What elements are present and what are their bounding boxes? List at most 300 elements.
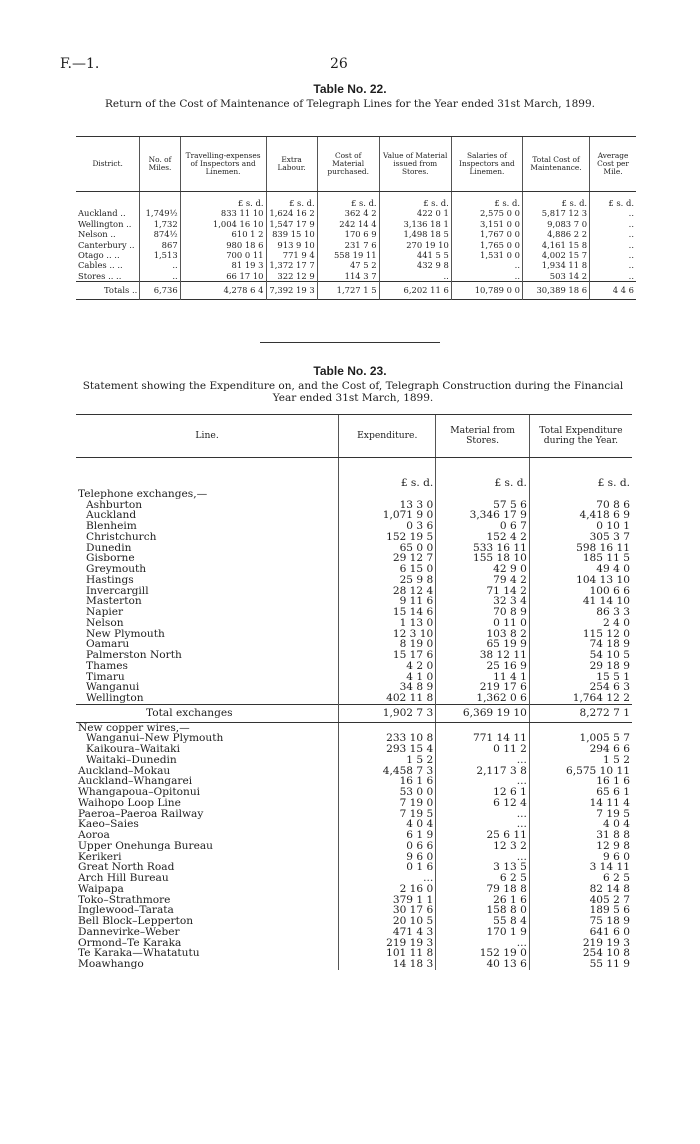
table23-amount-cell: 170 1 9 (436, 927, 530, 938)
table23-line-name: Te Karaka—Whatatutu (78, 947, 200, 960)
table22-cell: 231 7 6 (317, 240, 379, 250)
table22-row (76, 219, 636, 229)
table23-amount-cell: 55 11 9 (529, 959, 632, 970)
table23-amount-cell: 6 2 5 (436, 873, 530, 884)
table23-amount-cell: 41 14 10 (529, 596, 632, 607)
table23-row (76, 682, 632, 693)
table23-line-name: Hastings (86, 573, 134, 586)
table22-cell: 4,886 2 2 (523, 229, 590, 239)
table23-amount-cell: 12 6 1 (436, 787, 530, 798)
table22-title: Table No. 22. (313, 82, 387, 96)
table22-cell: 771 9 4 (266, 250, 317, 260)
table23-line-name: Wanganui–New Plymouth (86, 732, 224, 745)
table22-cell: 1,732 (140, 219, 180, 229)
table22-column-header: District. (76, 137, 140, 192)
table23-line-name: Kaeo–Saies (78, 818, 139, 831)
table22-cell: 322 12 9 (266, 271, 317, 282)
table23-amount-cell: 158 8 0 (436, 905, 530, 916)
table23-row (76, 661, 632, 672)
table23-amount-cell: 32 3 4 (436, 596, 530, 607)
table23-amount-cell: 219 19 3 (529, 938, 632, 949)
table23-row (76, 672, 632, 683)
table23-amount-cell: 70 8 9 (436, 607, 530, 618)
table22-cell: 170 6 9 (317, 229, 379, 239)
table22-cell: 362 4 2 (317, 208, 379, 218)
table23-amount-cell: 7 19 5 (529, 809, 632, 820)
table22-total-cell: 4,278 6 4 (180, 282, 266, 299)
table23-empty-cell (529, 489, 632, 500)
table23-amount-cell: 155 18 10 (436, 553, 530, 564)
table22-cell: 874½ (140, 229, 180, 239)
table22-column-header: Average Cost per Mile. (590, 137, 636, 192)
table23-amount-cell: 103 8 2 (436, 629, 530, 640)
table23-line-name: Gisborne (86, 552, 135, 565)
table23-unit-cell (76, 458, 339, 489)
table23-amount-cell: 25 16 9 (436, 661, 530, 672)
table23-row (76, 959, 632, 970)
table23-row (76, 841, 632, 852)
table23-amount-cell: 6,575 10 11 (529, 766, 632, 777)
table23-row (76, 798, 632, 809)
table23-amount-cell: 152 19 5 (339, 532, 436, 543)
table22-cell: Canterbury .. (78, 239, 135, 250)
table23-amount-cell: 115 12 0 (529, 629, 632, 640)
table22-unit-row (76, 192, 636, 209)
table22-cell: .. (140, 271, 180, 282)
table23-amount-cell: 65 0 0 (339, 543, 436, 554)
table23-line-name: Dunedin (86, 541, 132, 554)
table23-amount-cell: 29 18 9 (529, 661, 632, 672)
table23-row (76, 629, 632, 640)
table23-amount-cell: 14 18 3 (339, 959, 436, 970)
table22-total-cell: 6,202 11 6 (379, 282, 451, 299)
table22 (76, 136, 636, 300)
table22-cell: .. (590, 219, 636, 229)
table23-unit-cell: £ s. d. (436, 458, 530, 489)
table23-line-name: Toko–Strathmore (78, 893, 171, 906)
table22-cell: 1,749½ (140, 208, 180, 218)
table23-row (76, 873, 632, 884)
table23-amount-cell: 254 6 3 (529, 682, 632, 693)
table23-amount-cell: 219 19 3 (339, 938, 436, 949)
table22-cell: 610 1 2 (180, 229, 266, 239)
table23-amount-cell: 6 15 0 (339, 564, 436, 575)
table22-total-cell: 30,389 18 6 (523, 282, 590, 299)
table22-unit-cell: £ s. d. (451, 192, 522, 209)
table22-cell: 700 0 11 (180, 250, 266, 260)
table23-line-name: Wanganui (86, 681, 140, 694)
table22-cell: .. (451, 271, 522, 282)
table22-cell: 1,767 0 0 (451, 229, 522, 239)
table23-line-name: Ormond–Te Karaka (78, 936, 182, 949)
table23-row (76, 884, 632, 895)
table22-cell: 558 19 11 (317, 250, 379, 260)
table23-line-name: Auckland–Mokau (78, 764, 171, 777)
table23-total-cell: Total exchanges (76, 704, 339, 722)
table23-amount-cell: ... (436, 938, 530, 949)
table22-cell: .. (140, 260, 180, 270)
table23-amount-cell: 6 2 5 (529, 873, 632, 884)
table22-cell: 1,934 11 8 (523, 260, 590, 270)
table22-cell: 503 14 2 (523, 271, 590, 282)
table23-line-name: Greymouth (86, 563, 147, 575)
table23-amount-cell: 0 6 6 (339, 841, 436, 852)
table23-amount-cell: 0 10 1 (529, 521, 632, 532)
table23-line-name: Nelson (86, 616, 124, 629)
table23-amount-cell: 104 13 10 (529, 575, 632, 586)
table23-amount-cell: 70 8 6 (529, 500, 632, 511)
table22-cell: 1,004 16 10 (180, 219, 266, 229)
table22-cell: 66 17 10 (180, 271, 266, 282)
table23-line-name: Whangapoua–Opitonui (78, 786, 201, 798)
table23-row (76, 510, 632, 521)
table22-cell: .. (590, 271, 636, 282)
table23-unit-cell: £ s. d. (529, 458, 632, 489)
document-reference: F.—1. (60, 56, 100, 72)
table23-amount-cell: 9 11 6 (339, 596, 436, 607)
table23-amount-cell: 57 5 6 (436, 500, 530, 511)
table23-line-name: New Plymouth (86, 627, 165, 640)
table22-unit-cell: £ s. d. (379, 192, 451, 209)
table23-amount-cell: 405 2 7 (529, 895, 632, 906)
table22-cell: 913 9 10 (266, 240, 317, 250)
table22-cell: 867 (140, 240, 180, 250)
table22-row (76, 250, 636, 260)
table23-amount-cell: 12 3 2 (436, 841, 530, 852)
table23-total-cell: 1,902 7 3 (339, 704, 436, 722)
table23-amount-cell: 28 12 4 (339, 586, 436, 597)
table23-amount-cell: 53 0 0 (339, 787, 436, 798)
table22-cell: Cables .. .. (78, 260, 123, 271)
table22-unit-cell (76, 192, 140, 209)
table22-unit-cell: £ s. d. (266, 192, 317, 209)
table22-unit-cell: £ s. d. (180, 192, 266, 209)
table23-amount-cell: 3,346 17 9 (436, 510, 530, 521)
table22-row (76, 229, 636, 239)
table23-total-cell: 6,369 19 10 (436, 704, 530, 722)
table22-unit-cell: £ s. d. (317, 192, 379, 209)
table23-line-name: Inglewood–Tarata (78, 904, 174, 917)
table23-amount-cell: 6 1 9 (339, 830, 436, 841)
table22-cell: .. (590, 229, 636, 239)
table23-amount-cell: 771 14 11 (436, 733, 530, 744)
table22-cell: .. (590, 250, 636, 260)
table23-row (76, 553, 632, 564)
table22-cell: 270 19 10 (379, 240, 451, 250)
table22-cell: 422 0 1 (379, 208, 451, 218)
table23-amount-cell: 15 5 1 (529, 672, 632, 683)
table22-column-header: Salaries of Inspectors and Linemen. (451, 137, 522, 192)
table22-cell: 432 9 8 (379, 260, 451, 270)
table23-line-name: Blenheim (86, 520, 137, 532)
table22-cell: 242 14 4 (317, 219, 379, 229)
table23-line-name: Dannevirke–Weber (78, 925, 180, 938)
table23-amount-cell: 12 9 8 (529, 841, 632, 852)
table23-amount-cell: 9 6 0 (339, 852, 436, 863)
table23-amount-cell: 189 5 6 (529, 905, 632, 916)
table22-cell: 4,161 15 8 (523, 240, 590, 250)
table23-column-header: Material from Stores. (436, 415, 530, 458)
table23-amount-cell: 12 3 10 (339, 629, 436, 640)
table22-cell: Wellington .. (78, 218, 132, 229)
table22-column-header: Travelling-expenses of Inspectors and Linemen. (180, 137, 266, 192)
table22-cell: 4,002 15 7 (523, 250, 590, 260)
table22-cell: 9,083 7 0 (523, 219, 590, 229)
table23-row (76, 948, 632, 959)
table23-amount-cell: 1,362 0 6 (436, 693, 530, 704)
table22-column-header: Extra Labour. (266, 137, 317, 192)
table23-empty-cell (339, 489, 436, 500)
table23-amount-cell: 11 4 1 (436, 672, 530, 683)
table23-row (76, 586, 632, 597)
table23-amount-cell: 305 3 7 (529, 532, 632, 543)
table23-line-name: Upper Onehunga Bureau (78, 839, 213, 852)
table23-column-header: Line. (76, 415, 339, 458)
table23-row (76, 927, 632, 938)
table23-line-name: Waipapa (78, 882, 124, 895)
table23-amount-cell: 79 18 8 (436, 884, 530, 895)
table23-line-name: Wellington (86, 692, 144, 704)
table22-cell: Stores .. .. (78, 270, 122, 281)
table22-cell: Otago .. .. (78, 250, 120, 261)
table23-amount-cell: 82 14 8 (529, 884, 632, 895)
table23-total-cell: 8,272 7 1 (529, 704, 632, 722)
table23-line-name: Timaru (86, 670, 125, 683)
table23-amount-cell: ... (436, 819, 530, 830)
table22-row (76, 240, 636, 250)
table22-row (76, 271, 636, 282)
table22-cell: 839 15 10 (266, 229, 317, 239)
table23-amount-cell: 14 11 4 (529, 798, 632, 809)
table23-amount-cell: 0 1 6 (339, 862, 436, 873)
table23-amount-cell: 55 8 4 (436, 916, 530, 927)
table23-amount-cell: 0 3 6 (339, 521, 436, 532)
table23 (76, 414, 632, 970)
table23-amount-cell: 471 4 3 (339, 927, 436, 938)
table23-amount-cell: 379 1 1 (339, 895, 436, 906)
table23-amount-cell: 185 11 5 (529, 553, 632, 564)
table22-cell: .. (590, 260, 636, 270)
table23-amount-cell: 598 16 11 (529, 543, 632, 554)
table23-group-heading-row (76, 489, 632, 500)
table23-amount-cell: 31 8 8 (529, 830, 632, 841)
table23-line-name: Masterton (86, 595, 142, 608)
table23-row (76, 500, 632, 511)
table22-total-cell: 4 4 6 (590, 282, 636, 299)
table23-amount-cell: 4 2 0 (339, 661, 436, 672)
table23-amount-cell: 79 4 2 (436, 575, 530, 586)
table23-line-name: Moawhango (78, 958, 144, 970)
table22-totals-row (76, 282, 636, 299)
table23-row (76, 596, 632, 607)
table22-row (76, 208, 636, 218)
table23-amount-cell: 219 17 6 (436, 682, 530, 693)
table22-unit-cell: £ s. d. (590, 192, 636, 209)
table22-cell: 1,765 0 0 (451, 240, 522, 250)
table22-column-header: No. of Miles. (140, 137, 180, 192)
table23-row (76, 521, 632, 532)
table23-amount-cell: ... (436, 852, 530, 863)
table22-cell: 81 19 3 (180, 260, 266, 270)
page-number: 26 (330, 56, 348, 72)
table22-cell: 1,624 16 2 (266, 208, 317, 218)
table23-total-exchanges-row (76, 704, 632, 722)
table23-line-name: Invercargill (86, 584, 149, 597)
table23-amount-cell: 100 6 6 (529, 586, 632, 597)
table23-amount-cell: 25 9 8 (339, 575, 436, 586)
table23-row (76, 564, 632, 575)
table23-amount-cell: 16 1 6 (529, 776, 632, 787)
table23-amount-cell: ... (436, 755, 530, 766)
table22-cell: .. (590, 240, 636, 250)
table23-amount-cell: 293 15 4 (339, 744, 436, 755)
table23-line-name: Great North Road (78, 861, 175, 874)
table23-amount-cell: 34 8 9 (339, 682, 436, 693)
table22-cell: 1,513 (140, 250, 180, 260)
table23-amount-cell: 4 0 4 (529, 819, 632, 830)
table23-line-name: Bell Block–Lepperton (78, 915, 194, 927)
table23-amount-cell: 38 12 11 (436, 650, 530, 661)
table22-total-cell: 1,727 1 5 (317, 282, 379, 299)
table22-unit-cell: £ s. d. (523, 192, 590, 209)
table23-amount-cell: 9 6 0 (529, 852, 632, 863)
table22-cell: 47 5 2 (317, 260, 379, 270)
section-divider (260, 342, 440, 343)
table23-amount-cell: 25 6 11 (436, 830, 530, 841)
table23-amount-cell: 16 1 6 (339, 776, 436, 787)
table23-amount-cell: 65 19 9 (436, 639, 530, 650)
table23-amount-cell: 1,005 5 7 (529, 733, 632, 744)
table23-row (76, 607, 632, 618)
table22-cell: 1,531 0 0 (451, 250, 522, 260)
table23-amount-cell: 30 17 6 (339, 905, 436, 916)
table23-amount-cell: 4 0 4 (339, 819, 436, 830)
table23-amount-cell: 1 5 2 (339, 755, 436, 766)
table22-cell: .. (590, 208, 636, 218)
table23-line-name: Oamaru (86, 638, 130, 651)
table23-row (76, 543, 632, 554)
table23-amount-cell: 294 6 6 (529, 744, 632, 755)
table23-row (76, 819, 632, 830)
table23-amount-cell: 641 6 0 (529, 927, 632, 938)
table23-amount-cell: 42 9 0 (436, 564, 530, 575)
table22-cell: 833 11 10 (180, 208, 266, 218)
table23-amount-cell: 40 13 6 (436, 959, 530, 970)
table22-cell: 3,151 0 0 (451, 219, 522, 229)
table23-line-name: Christchurch (86, 530, 157, 543)
table23-amount-cell: 233 10 8 (339, 733, 436, 744)
table23-group-heading: New copper wires,— (78, 721, 190, 734)
table22-cell: 3,136 18 1 (379, 219, 451, 229)
table23-row (76, 755, 632, 766)
table22-cell: .. (451, 260, 522, 270)
table23-line-name: Palmerston North (86, 649, 182, 661)
table23-amount-cell: ... (436, 776, 530, 787)
table23-amount-cell: 533 16 11 (436, 543, 530, 554)
table23-line-name: Kerikeri (78, 850, 122, 863)
table23-amount-cell: 3 14 11 (529, 862, 632, 873)
table23-unit-cell: £ s. d. (339, 458, 436, 489)
table23-amount-cell: 3 13 5 (436, 862, 530, 873)
table22-cell: 980 18 6 (180, 240, 266, 250)
table22-cell: 1,547 17 9 (266, 219, 317, 229)
table23-amount-cell: ... (339, 873, 436, 884)
table23-amount-cell: 71 14 2 (436, 586, 530, 597)
table23-amount-cell: 4 1 0 (339, 672, 436, 683)
table23-amount-cell: 152 4 2 (436, 532, 530, 543)
table23-amount-cell: 54 10 5 (529, 650, 632, 661)
table23-caption: Statement showing the Expenditure on, and the Cost of, Telegraph Construction during the Financial Year ended 31st March, 1899. (82, 380, 624, 404)
table23-amount-cell: 2 16 0 (339, 884, 436, 895)
table23-amount-cell: 4,418 6 9 (529, 510, 632, 521)
table23-amount-cell: 1 5 2 (529, 755, 632, 766)
table22-total-cell: Totals .. (76, 282, 140, 299)
table23-amount-cell: 0 6 7 (436, 521, 530, 532)
table23-row (76, 693, 632, 704)
table23-amount-cell: 15 14 6 (339, 607, 436, 618)
table23-row (76, 575, 632, 586)
table22-cell: 5,817 12 3 (523, 208, 590, 218)
table22-row (76, 260, 636, 270)
table23-amount-cell: 75 18 9 (529, 916, 632, 927)
table23-amount-cell: 74 18 9 (529, 639, 632, 650)
table23-amount-cell: 1,764 12 2 (529, 693, 632, 704)
table22-column-header: Total Cost of Maintenance. (523, 137, 590, 192)
table23-amount-cell: 8 19 0 (339, 639, 436, 650)
table23-amount-cell: 2 4 0 (529, 618, 632, 629)
table22-cell: 441 5 5 (379, 250, 451, 260)
table23-amount-cell: 1,071 9 0 (339, 510, 436, 521)
table23-line-name: Waihopo Loop Line (78, 796, 181, 809)
table22-total-cell: 6,736 (140, 282, 180, 299)
table23-amount-cell: 49 4 0 (529, 564, 632, 575)
table23-amount-cell: 101 11 8 (339, 948, 436, 959)
table23-line-name: Ashburton (86, 498, 143, 511)
table22-cell: 114 3 7 (317, 271, 379, 282)
table23-line-name: Paeroa–Paeroa Railway (78, 807, 204, 820)
table22-caption: Return of the Cost of Maintenance of Telegraph Lines for the Year ended 31st March, 1899. (105, 98, 595, 110)
table23-amount-cell: 6 12 4 (436, 798, 530, 809)
table22-column-header: Value of Material issued from Stores. (379, 137, 451, 192)
table23-unit-row (76, 458, 632, 489)
table22-cell: 1,498 18 5 (379, 229, 451, 239)
table23-amount-cell: 152 19 0 (436, 948, 530, 959)
table23-line-name: Thames (86, 659, 128, 672)
table23-amount-cell: 1 13 0 (339, 618, 436, 629)
table23-amount-cell: 402 11 8 (339, 693, 436, 704)
table23-amount-cell: 65 6 1 (529, 787, 632, 798)
table23-amount-cell: 4,458 7 3 (339, 766, 436, 777)
table23-amount-cell: 254 10 8 (529, 948, 632, 959)
table23-line-name: Auckland (86, 509, 137, 522)
table23-amount-cell: 0 11 0 (436, 618, 530, 629)
table23-line-name: Kaikoura–Waitaki (86, 743, 180, 755)
table23-row (76, 618, 632, 629)
table22-total-cell: 7,392 19 3 (266, 282, 317, 299)
table22-cell: .. (379, 271, 451, 282)
table23-amount-cell: 15 17 6 (339, 650, 436, 661)
table23-line-name: Aoroa (78, 829, 110, 841)
table23-group-heading: Telephone exchanges,— (78, 487, 208, 500)
table23-line-name: Waitaki–Dunedin (86, 753, 177, 766)
table23-column-header: Expenditure. (339, 415, 436, 458)
table23-amount-cell: 29 12 7 (339, 553, 436, 564)
table23-amount-cell: 7 19 5 (339, 809, 436, 820)
table23-amount-cell: 7 19 0 (339, 798, 436, 809)
table23-title: Table No. 23. (313, 364, 387, 378)
table23-amount-cell: 20 10 5 (339, 916, 436, 927)
table23-row (76, 650, 632, 661)
